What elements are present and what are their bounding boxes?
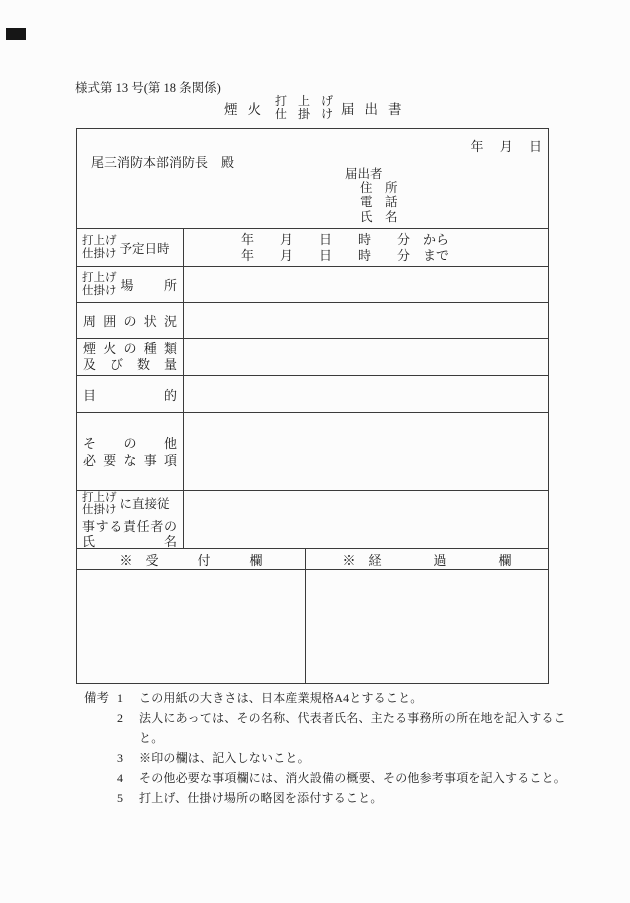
header-cell [77,129,548,228]
form-table [76,128,549,684]
row-surroundings [77,302,548,338]
title-stack-bottom: 仕 掛 け [275,106,338,121]
label-stack [82,492,117,517]
note-number: 5 [117,791,123,805]
purpose-label: 目 的 [77,376,184,412]
scheduled-datetime-text: 予定日時 [119,241,170,256]
supervisor-label-line1 [82,492,177,517]
date-line: 年 月 日 [470,139,542,154]
supervisor-label-line3: 氏 名 [82,533,177,549]
progress-stamp-box [306,570,548,683]
stack-top: 打上げ [82,272,117,284]
surroundings-label: 周 囲 の 状 況 [77,303,184,338]
remarks-label: 備考 [84,691,110,705]
schedule-from-line: 年 月 日 時 分 から [241,232,450,247]
row-place [77,266,548,302]
address-label: 住 所 [360,181,398,196]
note-text: ※印の欄は、記入しないこと。 [139,751,310,765]
note-text: その他必要な事項欄には、消火設備の概要、その他参考事項を記入すること。 [139,771,567,785]
stack-bottom: 仕掛け [82,284,117,297]
place-input-cell [184,267,548,302]
supervisor-label [77,491,184,548]
fireworks-type-input-cell [184,339,548,375]
supervisor-side-text: に直接従 [119,496,170,511]
note-text: 打上げ、仕掛け場所の略図を添付すること。 [139,791,383,805]
scan-artifact-mark [6,28,26,40]
notifier-label: 届出者 [345,167,383,181]
supervisor-input-cell [184,491,548,548]
supervisor-label-line2: 事する責任者の [82,518,177,534]
reception-column-header: ※ 受 付 欄 [77,549,306,569]
surroundings-input-cell [184,303,548,338]
place-label [77,267,184,302]
title-left: 煙火 [224,101,271,117]
other-matters-label: そ の 他 必 要 な 事 項 [77,413,184,490]
name-label: 氏 名 [360,209,398,224]
note-number: 4 [117,771,123,785]
place-text: 場 所 [120,278,177,293]
title-right: 届出書 [341,101,412,117]
row-other-matters [77,412,548,490]
addressee-label: 尾三消防本部消防長 殿 [91,155,235,170]
stack-bottom: 仕掛け [82,504,117,516]
row-scheduled-datetime [77,228,548,266]
fireworks-type-label: 煙 火 の 種 類 及 び 数 量 [77,339,184,375]
row-stamp-headers [77,548,548,569]
note-text: 法人にあっては、その名称、代表者氏名、主たる事務所の所在地を記入すること。 [139,711,566,745]
row-purpose [77,375,548,412]
form-title [224,95,412,120]
notifier-block [345,167,398,224]
stack-top: 打上げ [82,235,117,247]
phone-label: 電 話 [360,195,398,210]
progress-column-header: ※ 経 過 欄 [342,552,512,568]
note-number: 3 [117,751,123,765]
note-text: この用紙の大きさは、日本産業規格A4とすること。 [139,691,423,705]
label-stack [82,235,117,260]
row-fireworks-type [77,338,548,375]
note-number: 1 [117,691,123,705]
scheduled-datetime-value-cell [184,229,548,266]
purpose-input-cell [184,376,548,412]
remarks-section [84,688,569,808]
scheduled-datetime-label [77,229,184,266]
title-stack [275,95,337,120]
row-header [77,129,548,228]
schedule-to-line: 年 月 日 時 分 まで [241,248,450,263]
row-stamp-bodies [77,569,548,683]
form-number: 様式第 13 号(第 18 条関係) [75,81,221,95]
stack-bottom: 仕掛け [82,247,117,260]
note-number: 2 [117,711,123,725]
other-matters-input-cell [184,413,548,490]
label-stack [82,272,117,297]
reception-stamp-box [77,570,306,683]
stack-top: 打上げ [82,491,117,504]
row-supervisor [77,490,548,548]
title-stack-top: 打 上 げ [275,94,338,108]
